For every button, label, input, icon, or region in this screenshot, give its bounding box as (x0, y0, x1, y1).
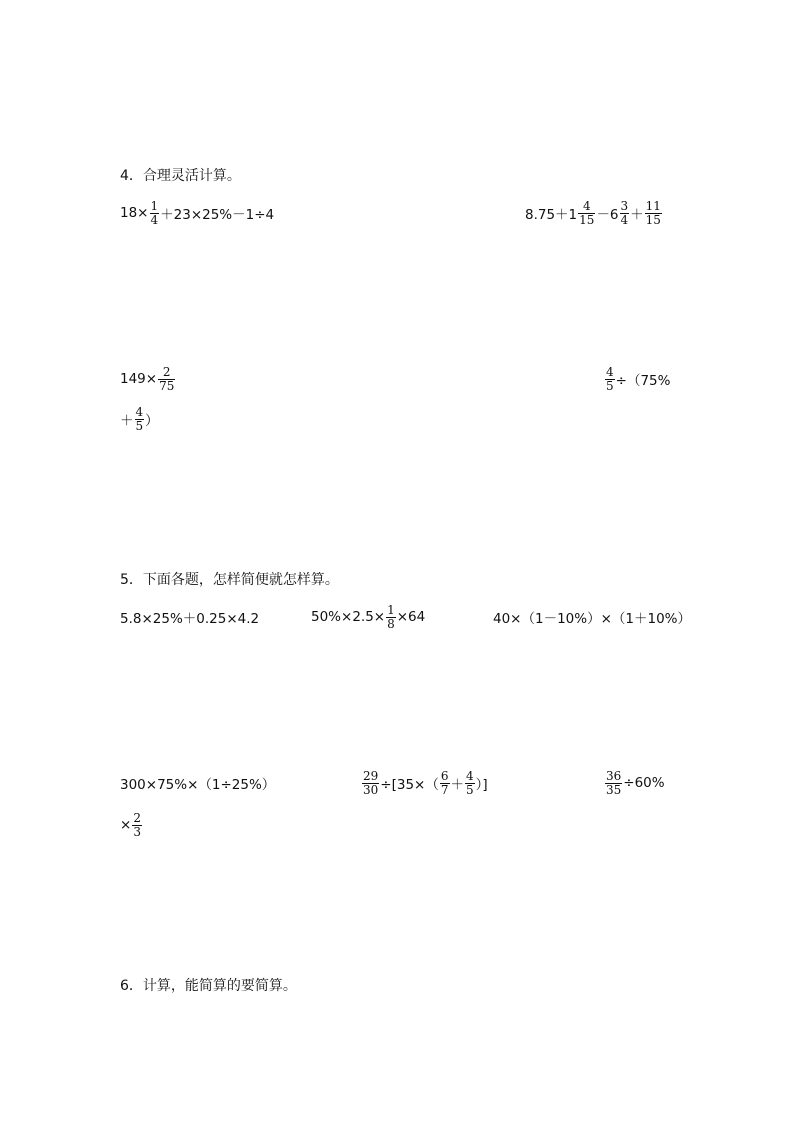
problem-4-3: 149× $\frac{2}{75}$ (120, 364, 175, 393)
section-6-title: 6．计算，能简算的要简算。 (120, 978, 297, 994)
fraction: $\frac{6}{7}$ (440, 768, 449, 797)
problem-4-1: 18× $\frac{1}{4}$ ＋23×25%－1÷4 (120, 198, 275, 227)
fraction: $\frac{29}{30}$ (363, 768, 379, 797)
problem-4-4: $\frac{4}{5}$ ÷（75% (606, 364, 671, 393)
problem-5-1: 5.8×25%＋0.25×4.2 (120, 611, 260, 627)
section-5-title: 5．下面各题，怎样简便就怎样算。 (120, 572, 339, 588)
fraction: $\frac{4}{15}$ (579, 198, 595, 227)
fraction: $\frac{4}{5}$ (135, 404, 144, 433)
problem-5-4-cont: × $\frac{2}{3}$ (120, 810, 141, 839)
fraction: $\frac{4}{5}$ (606, 364, 614, 393)
fraction: $\frac{11}{15}$ (645, 198, 661, 227)
fraction: $\frac{36}{35}$ (606, 768, 622, 797)
problem-5-2: 50%×2.5× $\frac{1}{8}$ ×64 (311, 602, 426, 631)
fraction: $\frac{1}{8}$ (387, 602, 395, 631)
section-4-title: 4．合理灵活计算。 (120, 168, 241, 184)
problem-4-2: 8.75＋1 $\frac{4}{15}$ －6 $\frac{3}{4}$ ＋ $\frac{11}{15}$ (525, 198, 661, 227)
fraction: $\frac{3}{4}$ (620, 198, 629, 227)
fraction: $\frac{1}{4}$ (150, 198, 159, 227)
problem-5-4: 300×75%×（1÷25%） (120, 777, 276, 793)
fraction: $\frac{4}{5}$ (466, 768, 474, 797)
problem-5-5: $\frac{29}{30}$ ÷[35×（ $\frac{6}{7}$ ＋ $\frac{4}{5}$ ）] (363, 768, 488, 797)
fraction: $\frac{2}{75}$ (159, 364, 175, 393)
problem-5-3: 40×（1－10%）×（1＋10%） (493, 611, 691, 627)
problem-4-4-cont: ＋ $\frac{4}{5}$ ） (120, 404, 159, 433)
problem-5-6: $\frac{36}{35}$ ÷60% (606, 768, 665, 797)
fraction: $\frac{2}{3}$ (133, 810, 141, 839)
